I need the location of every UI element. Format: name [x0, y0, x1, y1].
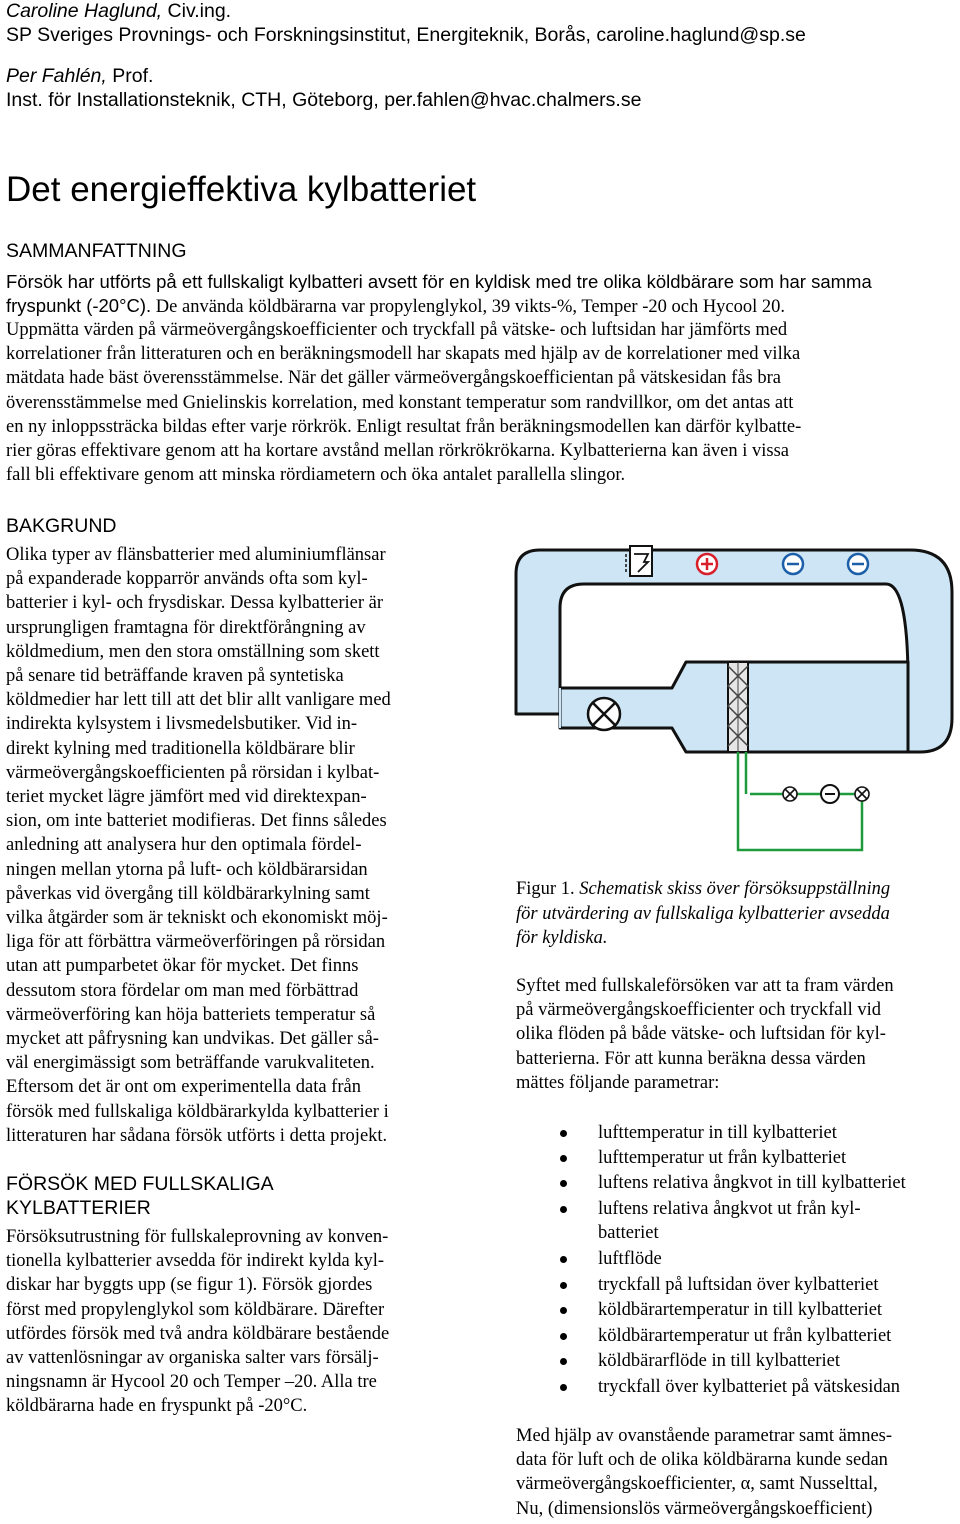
cooler-icon	[848, 554, 868, 574]
background-line: teriet mycket lägre jämfört med vid direktexpan-	[6, 787, 367, 808]
background-line: indirekta kylsystem i livsmedelsbutiker. Vid in-	[6, 714, 358, 735]
list-item-text: batteriet	[598, 1223, 659, 1243]
paper-title: Det energieffektiva kylbatteriet	[6, 170, 477, 209]
summary-line: en ny inloppssträcka bildas efter varje rörkrök. Enligt resultat från beräkningsmodellen kan därför kylbatte-	[6, 416, 802, 437]
closing-line: Nu, (dimensionslös värmeövergångskoefficient)	[516, 1498, 873, 1519]
fan-icon	[588, 698, 620, 730]
background-line: batterier i kyl- och frysdiskar. Dessa kylbatterier är	[6, 593, 384, 614]
experiments-line: köldbärarna hade en fryspunkt på -20°C.	[6, 1396, 308, 1417]
closing-body	[516, 1424, 892, 1521]
background-line: mycket att påfrysning kan undvikas. Det gäller så-	[6, 1029, 379, 1050]
background-heading: BAKGRUND	[6, 515, 117, 537]
summary-line: korrelationer från litteraturen och en beräkningsmodell har skapats med hjälp av de korrelationer med vilka	[6, 344, 801, 365]
bullet-icon	[560, 1333, 567, 1340]
background-line: litteraturen har sådana försök utförts i detta projekt.	[6, 1125, 388, 1146]
background-line: väl energimässigt som beträffande varukvaliteten.	[6, 1053, 375, 1074]
bullet-icon	[560, 1206, 567, 1213]
background-line: köldmedier har lett till att det blir allt vanligare med	[6, 690, 391, 711]
experiments-line: diskar har byggts upp (se figur 1). Försök gjordes	[6, 1275, 373, 1296]
purpose-body	[516, 974, 894, 1095]
summary-line: fall bli effektivare genom att minska rördiametern och öka antalet parallella slingor.	[6, 465, 626, 486]
figure-caption	[516, 877, 890, 951]
heater-icon	[697, 554, 717, 574]
bullet-icon	[560, 1155, 567, 1162]
bullet-icon	[560, 1130, 567, 1137]
experiments-line: tionella kylbatterier avsedda för indirekt kylda kyl-	[6, 1251, 385, 1272]
cooler-icon	[783, 554, 803, 574]
figure-schematic	[500, 538, 960, 873]
bullet-icon	[560, 1256, 567, 1263]
experiments-line: av vattenlösningar av organiska salter vars försälj-	[6, 1348, 379, 1369]
background-line: värmeövergångskoefficienten på rörsidan i kylbat-	[6, 762, 380, 783]
figure-caption-text: Schematisk skiss över försöksuppställning	[579, 879, 891, 899]
closing-line: värmeövergångskoefficienter, α, samt Nusselttal,	[516, 1474, 878, 1495]
author-1-name: Caroline Haglund,	[6, 0, 163, 22]
background-line: påverkas vid övergång till köldbärarkylning samt	[6, 883, 370, 904]
author-1-title: Civ.ing.	[162, 0, 232, 22]
list-item-text: köldbärarflöde in till kylbatteriet	[598, 1351, 840, 1371]
author-2-affiliation: Inst. för Installationsteknik, CTH, Göteborg, per.fahlen@hvac.chalmers.se	[6, 89, 642, 111]
background-line: köldmedium, men den stora omställning som skett	[6, 641, 380, 662]
figure-label: Figur 1.	[516, 879, 575, 899]
list-item-text: tryckfall på luftsidan över kylbatteriet	[598, 1275, 879, 1295]
humidifier-icon	[626, 546, 652, 576]
summary-heading: SAMMANFATTNING	[6, 240, 187, 262]
background-line: liga för att förbättra värmeöverföringen på rörsidan	[6, 932, 386, 953]
bullet-icon	[560, 1307, 567, 1314]
closing-line: data för luft och de olika köldbärarna kunde sedan	[516, 1450, 888, 1471]
figure-caption-text: för utvärdering av fullskaliga kylbatterier avsedda	[516, 903, 890, 924]
purpose-line: batterierna. För att kunna beräkna dessa värden	[516, 1048, 866, 1069]
list-item-text: luftens relativa ångkvot ut från kyl-	[598, 1199, 861, 1219]
purpose-line: olika flöden på både vätske- och luftsidan för kyl-	[516, 1024, 886, 1045]
experiments-line: först med propylenglykol som köldbärare. Därefter	[6, 1299, 385, 1320]
experiments-heading: FÖRSÖK MED FULLSKALIGA	[6, 1173, 274, 1195]
experiments-line: Försöksutrustning för fullskaleprovning av konven-	[6, 1227, 389, 1247]
background-line: på senare tid beträffande kraven på syntetiska	[6, 666, 344, 687]
list-item-text: tryckfall över kylbatteriet på vätskesidan	[598, 1377, 901, 1397]
purpose-line: Syftet med fullskaleförsöken var att ta fram värden	[516, 976, 894, 996]
background-line: vilka åtgärder som är tekniskt och ekonomiskt möj-	[6, 908, 388, 929]
summary-line: rier göras effektivare genom att ha kortare avstånd mellan rörkrökrökarna. Kylbatterierna kan även i vissa	[6, 441, 790, 462]
summary-line: mätdata hade bäst överensstämmelse. När det gäller värmeövergångskoefficientan på vätskesidan fås bra	[6, 368, 781, 389]
background-line: utan att pumparbetet ökar för mycket. Det finns	[6, 956, 359, 977]
bullet-icon	[560, 1358, 567, 1365]
experiments-line: ningsnamn är Hycool 20 och Temper –20. Alla tre	[6, 1372, 377, 1393]
summary-line: Försök har utförts på ett fullskaligt kylbatteri avsett för en kyldisk med tre olika köldbärare som har samma	[6, 271, 872, 292]
bullet-icon	[560, 1282, 567, 1289]
author-1	[6, 0, 231, 22]
valve-icon	[783, 787, 797, 801]
background-line: Eftersom det är ont om experimentella data från	[6, 1077, 361, 1098]
figure-caption-text: för kyldiska.	[516, 928, 608, 948]
brine-pipe	[738, 752, 862, 850]
experiments-body	[6, 1225, 389, 1419]
bullet-icon	[560, 1180, 567, 1187]
list-item-text: lufttemperatur ut från kylbatteriet	[598, 1148, 847, 1168]
background-line: dessutom stora fördelar om man med förbättrad	[6, 980, 359, 1001]
bullet-icon	[560, 1384, 567, 1391]
background-line: sion, om inte batteriet modifieras. Det finns således	[6, 811, 387, 832]
list-item-text: lufttemperatur in till kylbatteriet	[598, 1123, 837, 1143]
background-line: direkt kylning med traditionella köldbärare blir	[6, 738, 355, 759]
author-1-affiliation: SP Sveriges Provnings- och Forskningsinstitut, Energiteknik, Borås, caroline.haglund@sp.se	[6, 24, 806, 46]
list-item-text: köldbärartemperatur in till kylbatteriet	[598, 1300, 883, 1320]
author-2-title: Prof.	[106, 65, 154, 87]
experiments-heading: KYLBATTERIER	[6, 1197, 151, 1219]
background-line: Olika typer av flänsbatterier med aluminiumflänsar	[6, 545, 386, 565]
figure-caption-line	[516, 877, 890, 902]
author-2	[6, 65, 153, 87]
background-line: anledning att analysera hur den optimala fördel-	[6, 835, 362, 856]
summary-line: överensstämmelse med Gnielinskis korrelation, med konstant temperatur som randvillkor, om det antas att	[6, 392, 794, 413]
figure-caption-line	[516, 926, 890, 951]
background-body	[6, 543, 391, 1148]
background-line: på expanderade kopparrör används ofta som kyl-	[6, 569, 368, 590]
summary-body	[6, 318, 801, 487]
list-item-text: luftens relativa ångkvot in till kylbatteriet	[598, 1173, 906, 1193]
author-2-name: Per Fahlén,	[6, 65, 107, 87]
list-item-text: luftflöde	[598, 1249, 662, 1269]
experiments-line: utfördes försök med två andra köldbärare bestående	[6, 1323, 390, 1344]
summary-line-sans: fryspunkt (-20°C).	[6, 295, 152, 316]
background-line: värmeöverföring kan höja batteriets temperatur så	[6, 1004, 376, 1025]
purpose-line: mättes följande parametrar:	[516, 1072, 720, 1093]
summary-line: Uppmätta värden på värmeövergångskoefficienter och tryckfall på vätske- och luftsidan har jämförts med	[6, 320, 788, 340]
closing-line: Med hjälp av ovanstående parametrar samt ämnes-	[516, 1426, 893, 1446]
cooling-coil-icon	[728, 662, 748, 752]
list-item-text: köldbärartemperatur ut från kylbatteriet	[598, 1326, 892, 1346]
brine-cooler-icon	[821, 785, 839, 803]
summary-line-serif: De använda köldbärarna var propylenglykol, 39 vikts-%, Temper -20 och Hycool 20.	[151, 297, 786, 317]
figure-caption-line	[516, 902, 890, 927]
summary-line	[6, 294, 785, 319]
background-line: ningen mellan ytorna på luft- och köldbärarsidan	[6, 859, 368, 880]
purpose-line: på värmeövergångskoefficienter och tryckfall vid	[516, 1000, 882, 1021]
background-line: försök med fullskaliga köldbärarkylda kylbatterier i	[6, 1101, 389, 1122]
background-line: ursprungligen framtagna för direktförångning av	[6, 617, 366, 638]
valve-icon	[855, 787, 869, 801]
